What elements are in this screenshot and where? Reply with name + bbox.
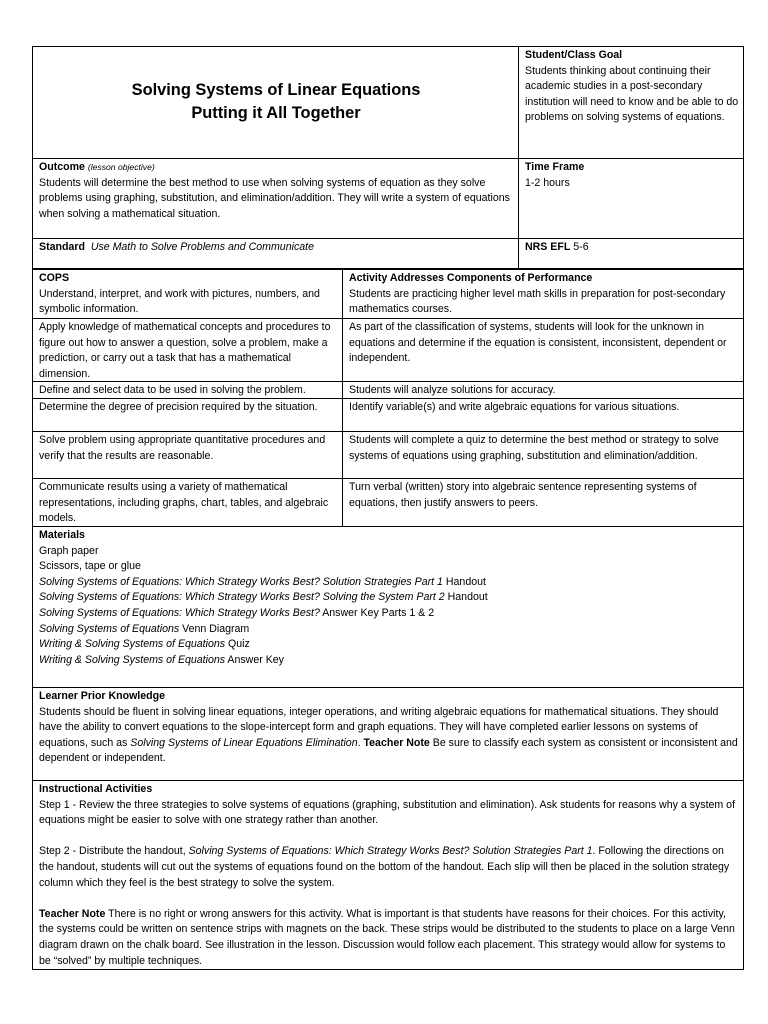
cops-row-4-left-cell bbox=[33, 398, 342, 431]
cops-row-1-left: Understand, interpret, and work with pictures, numbers, and symbolic information. bbox=[39, 287, 320, 316]
cops-row-5-right: Students will complete a quiz to determine the best method or strategy to solve systems of equations using graphing, substitution and elimination/addition. bbox=[349, 434, 719, 462]
prior-knowledge-label: Learner Prior Knowledge bbox=[39, 690, 165, 702]
material-item: Writing & Solving Systems of Equations Quiz bbox=[39, 638, 250, 651]
nrs-label: NRS EFL bbox=[525, 241, 571, 253]
cops-row-2-left-cell bbox=[33, 318, 342, 381]
teacher-note-label: Teacher Note bbox=[39, 907, 106, 920]
nrs-cell bbox=[518, 238, 744, 268]
material-item: Solving Systems of Equations: Which Strategy Works Best? Solving the System Part 2 Handout bbox=[39, 591, 488, 604]
cops-row-2-right-cell bbox=[342, 318, 744, 381]
cops-row-3-left-cell bbox=[33, 381, 342, 398]
instructional-activities-cell bbox=[33, 780, 744, 970]
cops-row-2-left: Apply knowledge of mathematical concepts and procedures to figure out how to answer a question, solve a problem, make a prediction, or carry out a task that has a mathematical dimension. bbox=[39, 321, 331, 380]
activity-header-cell bbox=[342, 268, 744, 318]
cops-row-4-left: Determine the degree of precision required by the situation. bbox=[39, 401, 318, 413]
time-frame-cell bbox=[518, 158, 744, 238]
outcome-label: Outcome bbox=[39, 161, 85, 173]
cops-row-5-right-cell bbox=[342, 431, 744, 478]
lesson-title-line2: Putting it All Together bbox=[191, 104, 361, 122]
cops-row-5-left: Solve problem using appropriate quantitative procedures and verify that the results are reasonable. bbox=[39, 434, 326, 462]
cops-row-6-right-cell bbox=[342, 478, 744, 526]
standard-text: Use Math to Solve Problems and Communicate bbox=[90, 241, 314, 253]
teacher-note-text: Teacher Note There is no right or wrong answers for this activity. What is important is that students have reasons for their choices. For this activity, the systems could be written on sentence strips with magnets on the back. These strips would be distributed to the students to place on a large Venn diagram drawn on the chalk board. See illustration in the lesson. Discussion would follow each placement. This strategy would allow for systems to be “solved” by multiple techniques. bbox=[39, 907, 735, 967]
step-1-text: Step 1 - Review the three strategies to solve systems of equations (graphing, substitution and elimination). Ask students for reasons why a system of equations might be easier to solve with one strategy rather than another. bbox=[39, 798, 736, 827]
cops-row-3-right-cell bbox=[342, 381, 744, 398]
cops-row-3-right: Students will analyze solutions for accuracy. bbox=[349, 384, 556, 396]
prior-knowledge-text: Students should be fluent in solving linear equations, integer operations, and writing algebraic equations for mathematical situations. They should have the ability to convert equations to the slope-intercept form and graph equations. They will have completed earlier lessons on systems of equations, such as Solving Systems of Linear Equations Elimination. Teacher Note Be sure to classify each system as consistent or inconsistent and dependent or independent. bbox=[39, 705, 738, 765]
material-item: Graph paper bbox=[39, 544, 99, 557]
cops-row-4-right-cell bbox=[342, 398, 744, 431]
lesson-plan-table bbox=[32, 46, 744, 970]
material-item: Solving Systems of Equations Venn Diagram bbox=[39, 622, 250, 635]
standard-label: Standard bbox=[39, 241, 85, 253]
step-2-text: Step 2 - Distribute the handout, Solving Systems of Equations: Which Strategy Works Best? Solution Strategies Part 1. Following the directions on the handout, students will cut out the systems of equations found on the bottom of the handout. Each slip will then be placed in the solution strategy column which they feel is the best strategy to solve the system. bbox=[39, 845, 730, 889]
cops-header-cell bbox=[33, 268, 342, 318]
material-item: Writing & Solving Systems of Equations Answer Key bbox=[39, 653, 284, 666]
goal-label: Student/Class Goal bbox=[525, 49, 623, 61]
materials-cell bbox=[33, 526, 744, 687]
goal-cell bbox=[518, 47, 744, 158]
outcome-cell bbox=[33, 158, 518, 238]
prior-knowledge-cell bbox=[33, 687, 744, 780]
material-item: Solving Systems of Equations: Which Strategy Works Best? Solution Strategies Part 1 Handout bbox=[39, 575, 486, 588]
teacher-note-label: Teacher Note bbox=[363, 736, 430, 749]
time-frame-label: Time Frame bbox=[525, 161, 585, 173]
standard-cell bbox=[33, 238, 518, 268]
cops-row-5-left-cell bbox=[33, 431, 342, 478]
goal-text: Students thinking about continuing their academic studies in a post-secondary institution will need to know and be able to do problems on solving systems of equations. bbox=[525, 64, 739, 124]
material-item: Solving Systems of Equations: Which Strategy Works Best? Answer Key Parts 1 & 2 bbox=[39, 606, 435, 619]
title-cell bbox=[33, 47, 518, 158]
outcome-sublabel: (lesson objective) bbox=[87, 162, 155, 172]
cops-row-6-left: Communicate results using a variety of mathematical representations, including graphs, chart, tables, and algebraic models. bbox=[39, 481, 329, 525]
cops-row-4-right: Identify variable(s) and write algebraic equations for various situations. bbox=[349, 401, 680, 413]
nrs-value: 5-6 bbox=[573, 241, 589, 253]
material-item: Scissors, tape or glue bbox=[39, 560, 141, 573]
cops-header: COPS bbox=[39, 272, 70, 284]
outcome-text: Students will determine the best method to use when solving systems of equation as they solve problems using graphing, substitution, and elimination/addition. They will write a system of equations when solving a mathematical situation. bbox=[39, 176, 510, 220]
cops-row-3-left: Define and select data to be used in solving the problem. bbox=[39, 384, 306, 396]
cops-row-6-right: Turn verbal (written) story into algebraic sentence representing systems of equations, then justify answers to peers. bbox=[349, 481, 697, 509]
materials-label: Materials bbox=[39, 529, 85, 541]
lesson-title-line1: Solving Systems of Linear Equations bbox=[131, 81, 421, 99]
cops-row-2-right: As part of the classification of systems, students will look for the unknown in equations and determine if the equation is consistent, inconsistent, dependent or independent. bbox=[349, 321, 727, 365]
time-frame-value: 1-2 hours bbox=[525, 176, 570, 189]
activity-header: Activity Addresses Components of Performance bbox=[349, 272, 593, 284]
cops-row-1-right: Students are practicing higher level math skills in preparation for post-secondary mathematics courses. bbox=[349, 287, 726, 316]
cops-row-6-left-cell bbox=[33, 478, 342, 526]
activities-label: Instructional Activities bbox=[39, 783, 153, 795]
